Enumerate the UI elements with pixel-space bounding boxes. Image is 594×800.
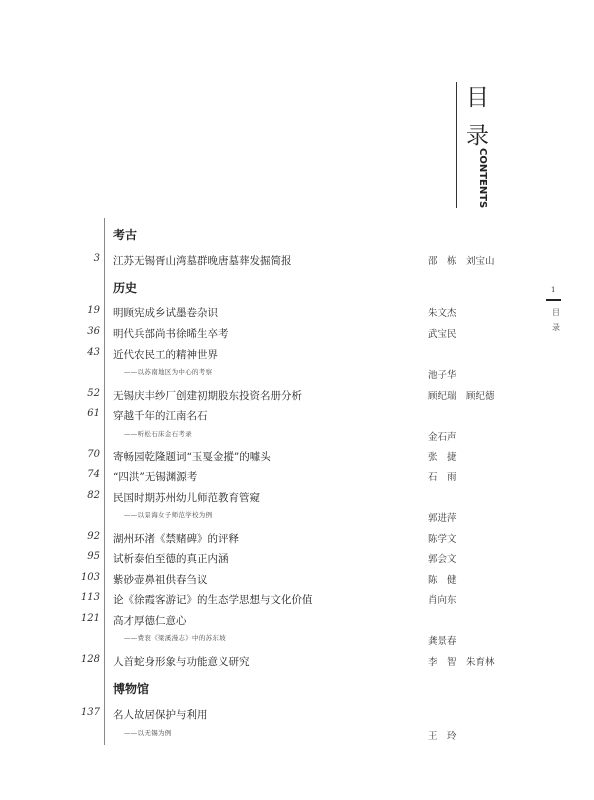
toc-author: 武宝民 [428,329,457,340]
toc-article-title: 明代兵部尚书徐晞生卒考 [113,328,229,340]
toc-author: 金石声 [428,432,457,443]
side-tab-char-2: 录 [552,323,560,332]
toc-article-title: 名人故居保护与利用 [113,709,208,721]
toc-article-title: 江苏无锡胥山湾墓群晚唐墓葬发掘简报 [113,255,292,267]
toc-article-title: 穿越千年的江南名石 [113,410,208,422]
toc-article-subtitle: ——听松石床金石考录 [124,430,192,438]
toc-entry-subtitle-row [0,429,594,447]
toc-entry[interactable] [0,469,594,487]
toc-author: 王 玲 [428,731,457,742]
toc-page-number: 43 [87,347,100,358]
toc-page-number: 82 [87,490,100,501]
toc-article-title: 寄畅园乾隆题词“玉戛金摐”的噱头 [113,451,271,463]
toc-article-title: 试析泰伯至德的真正内涵 [113,553,229,565]
toc-entry[interactable] [0,326,594,344]
toc-author: 李 智 朱育林 [428,657,495,668]
toc-entry[interactable] [0,305,594,323]
toc-entry[interactable] [0,388,594,406]
title-rule [456,82,457,208]
toc-author: 陈 健 [428,575,457,586]
toc-entry-subtitle-row [0,510,594,528]
toc-page-number: 52 [87,388,100,399]
toc-entry[interactable] [0,707,594,725]
toc-entry[interactable] [0,253,594,271]
section-heading-museum: 博物馆 [113,682,150,696]
toc-page-number: 61 [87,408,100,419]
section-heading-archaeology: 考古 [113,228,138,242]
toc-article-title: 近代农民工的精神世界 [113,349,218,361]
toc-author: 肖向东 [428,595,457,606]
toc-article-title: 无锡庆丰纱厂创建初期股东投资名册分析 [113,390,302,402]
toc-article-title: 明顾宪成乡试墨卷杂识 [113,307,218,319]
toc-entry-subtitle-row [0,633,594,651]
toc-author: 朱文杰 [428,308,457,319]
section-heading-history: 历史 [113,281,138,295]
toc-page-number: 103 [80,572,100,583]
toc-page-number: 3 [93,253,100,264]
toc-author: 石 雨 [428,472,457,483]
toc-entry[interactable] [0,449,594,467]
toc-article-subtitle: ——以景海女子师范学校为例 [124,511,213,519]
side-tab-rule [546,299,561,301]
toc-author: 郭进萍 [428,513,457,524]
side-tab-char-1: 目 [552,308,560,317]
toc-article-title: 人首蛇身形象与功能意义研究 [113,656,250,668]
toc-entry[interactable] [0,490,594,508]
toc-page-number: 92 [87,531,100,542]
toc-article-title: 民国时期苏州幼儿师范教育管窥 [113,492,260,504]
toc-page-number: 113 [80,592,100,603]
toc-page-number: 95 [87,551,100,562]
toc-entry[interactable] [0,592,594,610]
toc-article-subtitle: ——以无锡为例 [124,729,172,737]
toc-page-number: 19 [87,305,100,316]
toc-author: 郭会文 [428,554,457,565]
toc-entry[interactable] [0,531,594,549]
toc-article-title: 湖州环渚《禁赌碑》的评释 [113,533,239,545]
toc-page-number: 74 [87,469,100,480]
page-title-char-2: 录 [466,123,489,149]
toc-author: 陈学文 [428,534,457,545]
toc-page-number: 121 [80,613,100,624]
toc-entry[interactable] [0,408,594,426]
toc-page-number: 128 [80,654,100,665]
toc-author: 张 捷 [428,452,457,463]
toc-page-number: 36 [87,326,100,337]
toc-entry[interactable] [0,572,594,590]
side-page-number: 1 [551,286,556,294]
page-title-char-1: 目 [466,85,489,111]
toc-page-number: 137 [80,707,100,718]
toc-article-title: 高才厚德仁意心 [113,615,187,627]
toc-author: 顾纪瑞 顾纪德 [428,391,495,402]
toc-entry[interactable] [0,347,594,365]
toc-article-title: 论《徐霞客游记》的生态学思想与文化价值 [113,594,313,606]
toc-author: 池子华 [428,370,457,381]
toc-article-subtitle: ——以苏南地区为中心的考察 [124,368,213,376]
toc-article-subtitle: ——费衮《梁溪漫志》中的苏东坡 [124,634,226,642]
toc-entry[interactable] [0,654,594,672]
toc-entry-subtitle-row [0,728,594,746]
toc-author: 龚景春 [428,636,457,647]
toc-article-title: 紫砂壶鼻祖供春刍议 [113,574,208,586]
toc-entry-subtitle-row [0,367,594,385]
toc-article-title: “四洪”无锡渊源考 [113,471,198,483]
toc-author: 邵 栋 刘宝山 [428,256,495,267]
page-title-english: CONTENTS [477,148,488,209]
toc-entry[interactable] [0,551,594,569]
toc-entry[interactable] [0,613,594,631]
toc-page-number: 70 [87,449,100,460]
